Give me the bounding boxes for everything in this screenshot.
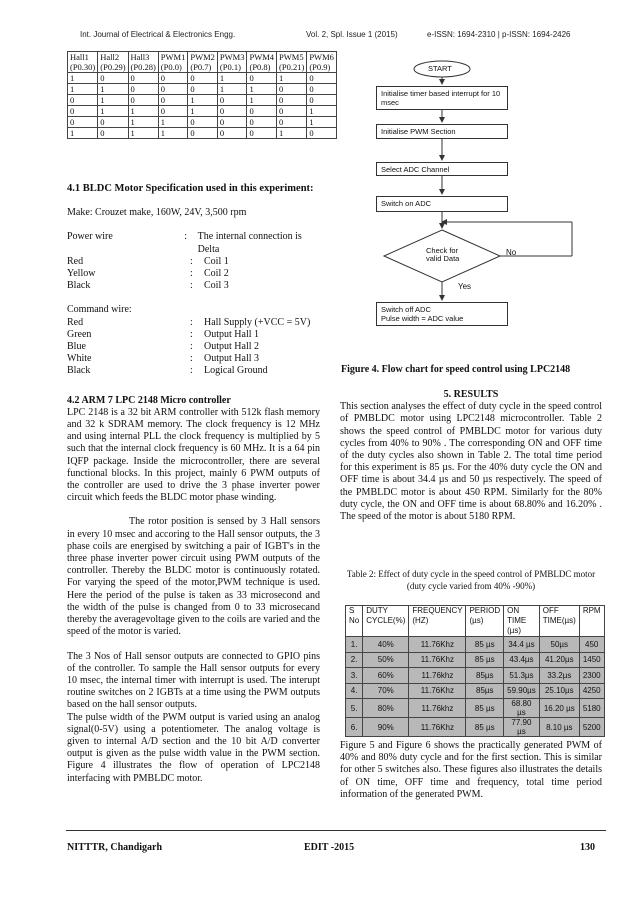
hall-table-cell: 0 [277,84,307,95]
hall-table-cell: 1 [307,106,337,117]
hall-header-line: PWM2 [190,52,215,62]
flowchart [340,52,600,372]
hall-table-row [68,128,337,139]
wire-name: Power wire [67,231,113,243]
hall-table-cell: 0 [128,73,158,84]
hall-table-cell: 0 [158,95,188,106]
hall-header-line: PWM5 [279,52,304,62]
hall-header-line: (P0.7) [190,62,212,72]
hall-table-cell: 0 [98,117,128,128]
hall-table-cell: 0 [277,95,307,106]
results-table-cell: 90% [363,718,409,737]
left-column [67,183,320,785]
results-table-cell: 4250 [579,683,604,699]
wire-name: Red [67,316,84,328]
wire-description: Logical Ground [204,365,268,377]
hall-table-cell: 1 [188,95,218,106]
results-table-cell: 41.20µs [539,652,579,668]
results-table-cell: 11.76khz [409,668,466,684]
wire-name: Yellow [67,268,96,280]
wire-row [67,280,320,292]
wire-row [67,353,320,365]
results-table-cell: 4. [346,683,363,699]
results-table-cell: 5. [346,699,363,718]
wire-row [67,231,320,255]
footer-event: EDIT -2015 [304,842,355,853]
hall-table-cell: 1 [68,84,98,95]
hall-table-cell: 0 [158,73,188,84]
hall-table-cell: 0 [247,73,277,84]
hall-header-line: (P0.21) [279,62,305,72]
hall-table-cell: 0 [188,73,218,84]
hall-table-cell: 1 [158,128,188,139]
hall-table-cell: 0 [307,128,337,139]
hall-table-cell: 0 [128,84,158,95]
hall-table-cell: 1 [98,106,128,117]
hall-table-cell: 1 [247,84,277,95]
results-table-cell: 2300 [579,668,604,684]
wire-name: Green [67,328,92,340]
hall-table-cell: 1 [128,128,158,139]
results-table-cell: 11.76khz [409,699,466,718]
hall-table-cell: 1 [307,117,337,128]
results-table-cell: 40% [363,637,409,653]
init-timer-box: Initialise timer based interrupt for 10 msec [376,86,508,110]
results-table-header: PERIOD (µs) [466,606,504,637]
wire-colon: : [190,365,193,377]
paragraph-figures: Figure 5 and Figure 6 shows the practically generated PWM of 40% and 80% duty cycle and for the first section. This is similar for other 5 switches also. These figures also illustrates the details of ON time, OFF time and frequency, total time period information of the generated PWM. [340,740,602,800]
results-title: 5. RESULTS [443,389,499,400]
results-table-cell: 1450 [579,652,604,668]
results-table-cell: 80% [363,699,409,718]
results-table-cell: 11.76Khz [409,718,466,737]
hall-header-line: Hall3 [130,52,150,62]
command-wire-title: Command wire: [67,304,132,316]
hall-table-cell: 1 [217,73,247,84]
results-table-cell: 85 µs [466,718,504,737]
results-table-cell: 34.4 µs [504,637,540,653]
wire-row [67,256,320,268]
wire-name: White [67,353,92,365]
hall-header-line: Hall1 [70,52,89,62]
hall-table-header [98,52,128,73]
hall-table-cell: 0 [158,106,188,117]
wire-colon: : [190,328,193,340]
results-table-cell: 59.90µs [504,683,540,699]
results-table-cell: 70% [363,683,409,699]
yes-label: Yes [458,282,472,291]
wire-colon: : [190,268,193,280]
hall-table-cell: 1 [158,117,188,128]
hall-table-cell: 0 [188,84,218,95]
results-table-cell: 60% [363,668,409,684]
hall-table-cell: 0 [98,73,128,84]
hall-table-cell: 1 [188,106,218,117]
hall-table-cell: 1 [68,128,98,139]
hall-table-cell: 0 [68,95,98,106]
wire-colon: : [190,316,193,328]
hall-table-cell: 1 [98,84,128,95]
hall-header-line: PWM3 [219,52,245,62]
hall-table-header [68,52,98,73]
results-table-cell: 77.90 µs [504,718,540,737]
hall-table-cell: 1 [98,95,128,106]
hall-table-header [188,52,218,73]
section-4-2-title: 4.2 ARM 7 LPC 2148 Micro controller [67,394,231,406]
footer-institute: NITTTR, Chandigarh [67,842,163,853]
wire-colon: : [190,255,193,267]
wire-name: Black [67,280,91,292]
results-table-cell: 33.2µs [539,668,579,684]
hall-table-cell: 1 [277,73,307,84]
results-table-row [346,718,605,737]
results-table [345,605,605,737]
init-pwm-box: Initialise PWM Section [376,124,508,139]
hall-table-cell: 0 [247,128,277,139]
results-table-cell: 11.76Khz [409,683,466,699]
results-table-header: ON TIME (µs) [504,606,540,637]
results-table-cell: 85µs [466,668,504,684]
hall-table-row [68,73,337,84]
hall-header-line: (P0.8) [249,62,271,72]
wire-description: Output Hall 2 [204,341,259,353]
hall-table-cell: 1 [128,106,158,117]
results-table-cell: 50% [363,652,409,668]
hall-header-line: (P0.1) [219,62,241,72]
results-table-header: FREQUENCY (HZ) [409,606,466,637]
hall-table-cell: 1 [128,117,158,128]
hall-table-cell: 1 [68,73,98,84]
hall-table-cell: 0 [307,84,337,95]
hall-table-cell: 0 [128,95,158,106]
results-table-header: OFF TIME(µs) [539,606,579,637]
hall-header-line: (P0.29) [100,62,126,72]
footer-rule [66,830,606,831]
hall-header-line: PWM6 [309,52,334,62]
hall-table-row [68,95,337,106]
table-2-caption: Table 2: Effect of duty cycle in the speed control of PMBLDC motor (duty cycle varied from 40% -90%) [346,569,596,591]
hall-table-cell: 0 [247,117,277,128]
hall-table-header [128,52,158,73]
wire-row [67,317,320,329]
results-table-cell: 16.20 µs [539,699,579,718]
hall-table-cell: 0 [217,117,247,128]
journal-name: Int. Journal of Electrical & Electronics Engg. [80,30,236,39]
results-table-cell: 5200 [579,718,604,737]
hall-table-row [68,84,337,95]
results-table-cell: 51.3µs [504,668,540,684]
results-table-cell: 8.10 µs [539,718,579,737]
hall-table-header [247,52,277,73]
results-table-cell: 3. [346,668,363,684]
command-wire-list [67,317,320,378]
paragraph-hall-gpio: The 3 Nos of Hall sensor outputs are connected to GPIO pins of the controller. To sample the Hall sensor outputs for every 10 msec, the internal timer with interrupt is used. The interupt routine switches on 2 IGBTs at a time using the PWM outputs based on the hall sensor outputs. [67,650,320,711]
wire-description: The internal connection is Delta [197,231,302,255]
hall-table-header [307,52,337,73]
hall-table-cell: 0 [217,128,247,139]
results-table-cell: 85 µs [466,699,504,718]
motor-make: Make: Crouzet make, 160W, 24V, 3,500 rpm [67,207,247,219]
results-table-row [346,652,605,668]
hall-header-line: (P0.30) [70,62,96,72]
power-wire-list [67,231,320,292]
right-column [340,389,602,523]
journal-volume: Vol. 2, Spl. Issue 1 (2015) [306,30,398,39]
journal-issn: e-ISSN: 1694-2310 | p-ISSN: 1694-2426 [427,30,571,39]
wire-description: Output Hall 3 [204,353,259,365]
hall-header-line: (P0.9) [309,62,331,72]
figure-4-caption: Figure 4. Flow chart for speed control using LPC2148 [341,364,571,375]
wire-name: Blue [67,341,86,353]
results-table-row [346,699,605,718]
hall-table-cell: 0 [277,117,307,128]
results-table-header: S No [346,606,363,637]
hall-table-cell: 0 [217,106,247,117]
results-table-cell: 25.10µs [539,683,579,699]
results-table-header: RPM [579,606,604,637]
wire-row [67,365,320,377]
hall-table-cell: 0 [188,117,218,128]
paragraph-results: This section analyses the effect of duty cycle in the speed control of PMBLDC motor using LPC2148 microcontroller. Table 2 shows the speed control of PMBLDC motor for various duty cycles from 40% to 90% . The corresponding ON and OFF time of the duty cycles also shown in Table 2. The total time period for this experiment is 85 µs. For the 40% duty cycle the ON and OFF time is about 34.4 µs and 50 µs respectively. The speed of the PMBLDC motor is about 450 RPM. Similarly for the 80% duty cycle, the ON and OFF time is about 68.80% and 16.20% . The speed of the motor is about 5180 RPM. [340,401,602,523]
no-label: No [506,248,517,257]
wire-description: Coil 1 [204,255,229,267]
hall-table-cell: 1 [277,128,307,139]
results-table-cell: 68.80 µs [504,699,540,718]
paragraph-pwm-width: The pulse width of the PWM output is varied using an analog signal(0-5V) using a potentiometer. The analog voltage is given to internal A/D section and the 10 bit A/D converter output is given as the pulse width value in the PWM section. Figure 4 illustrates the flow of operation of LPC2148 interfacing with PMBLDC motor. [67,711,320,784]
wire-description: Coil 3 [204,280,229,292]
results-table-cell: 450 [579,637,604,653]
results-table-header: DUTY CYCLE(%) [363,606,409,637]
hall-table-cell: 0 [98,128,128,139]
results-table-cell: 85µs [466,683,504,699]
results-table-cell: 2. [346,652,363,668]
hall-table-row [68,106,337,117]
wire-row [67,268,320,280]
results-table-cell: 43.4µs [504,652,540,668]
hall-table-cell: 0 [307,73,337,84]
results-table-row [346,668,605,684]
switch-off-adc-text: Switch off ADC [381,305,431,314]
decision-label: Check for valid Data [426,246,460,263]
hall-table-cell: 0 [277,106,307,117]
results-table-row [346,683,605,699]
hall-table-cell: 0 [68,106,98,117]
hall-sensor-table [67,51,337,139]
pulse-width-text: Pulse width = ADC value [381,314,464,323]
hall-header-line: (P0.28) [130,62,156,72]
wire-name: Black [67,365,91,377]
results-table-cell: 5180 [579,699,604,718]
hall-table-header [158,52,188,73]
hall-table-cell: 0 [158,84,188,95]
results-table-cell: 85 µs [466,652,504,668]
wire-row [67,341,320,353]
paragraph-lpc2148: LPC 2148 is a 32 bit ARM controller with 512k flash memory and 32 k SDRAM memory. The clock frequency is 12 MHz and using internal PLL the clock frequency is multiplied by 5 such that the internal clock frequency is 60 MHz. It is a 64 pin IQFP package. Inside the microcontroller, there are several functional blocks. In this project, mainly 6 PWM outputs of the controller are used to drive the 3 phase inverter power circuit which feeds the BLDC motor phase winding. [67,406,320,504]
results-table-cell: 6. [346,718,363,737]
hall-table-cell: 1 [217,84,247,95]
wire-colon: : [190,280,193,292]
switch-off-adc-box [376,302,508,326]
hall-header-line: (P0.0) [160,62,182,72]
results-table-cell: 11.76Khz [409,652,466,668]
hall-table-cell: 1 [247,95,277,106]
hall-header-line: Hall2 [100,52,120,62]
hall-table-row [68,117,337,128]
hall-table-header [277,52,307,73]
results-table-cell: 1. [346,637,363,653]
wire-description: Output Hall 1 [204,328,259,340]
switch-on-adc-box: Switch on ADC [376,196,508,212]
hall-table-cell: 0 [68,117,98,128]
wire-description: Coil 2 [204,268,229,280]
wire-description: Hall Supply (+VCC = 5V) [204,316,311,328]
wire-colon: : [184,231,188,243]
wire-colon: : [190,353,193,365]
wire-colon: : [190,341,193,353]
footer-page-number: 130 [580,842,595,853]
hall-table-header [217,52,247,73]
hall-table-cell: 0 [188,128,218,139]
results-table-cell: 50µs [539,637,579,653]
results-table-row [346,637,605,653]
wire-row [67,329,320,341]
results-table-cell: 85 µs [466,637,504,653]
hall-table-cell: 0 [247,106,277,117]
section-4-1-title: 4.1 BLDC Motor Specification used in this experiment: [67,183,314,194]
select-adc-box: Select ADC Channel [376,162,508,176]
results-table-cell: 11.76Khz [409,637,466,653]
hall-header-line: PWM1 [160,52,186,62]
wire-name: Red [67,255,84,267]
paragraph-rotor-position: The rotor position is sensed by 3 Hall sensors in every 10 msec and accoring to the Hall sensor outputs, the 3 phase coils are energised by switching a pair of IGBT's in the three phase inverter power circuit using PWM outputs of the controller. Thereby the BLDC motor is continuously rotated. For varying the speed of the motor,PWM technique is used. Here the period of the pulse is taken as 33 microsecond and the width of the pulse is changed from 0 to 33 microsecand thereby the averagevoltage given to the coils are varied and the speed of the motor is varied. [67,516,320,638]
hall-table-cell: 0 [217,95,247,106]
hall-table-cell: 0 [307,95,337,106]
start-label: START [428,64,452,73]
hall-header-line: PWM4 [249,52,275,62]
